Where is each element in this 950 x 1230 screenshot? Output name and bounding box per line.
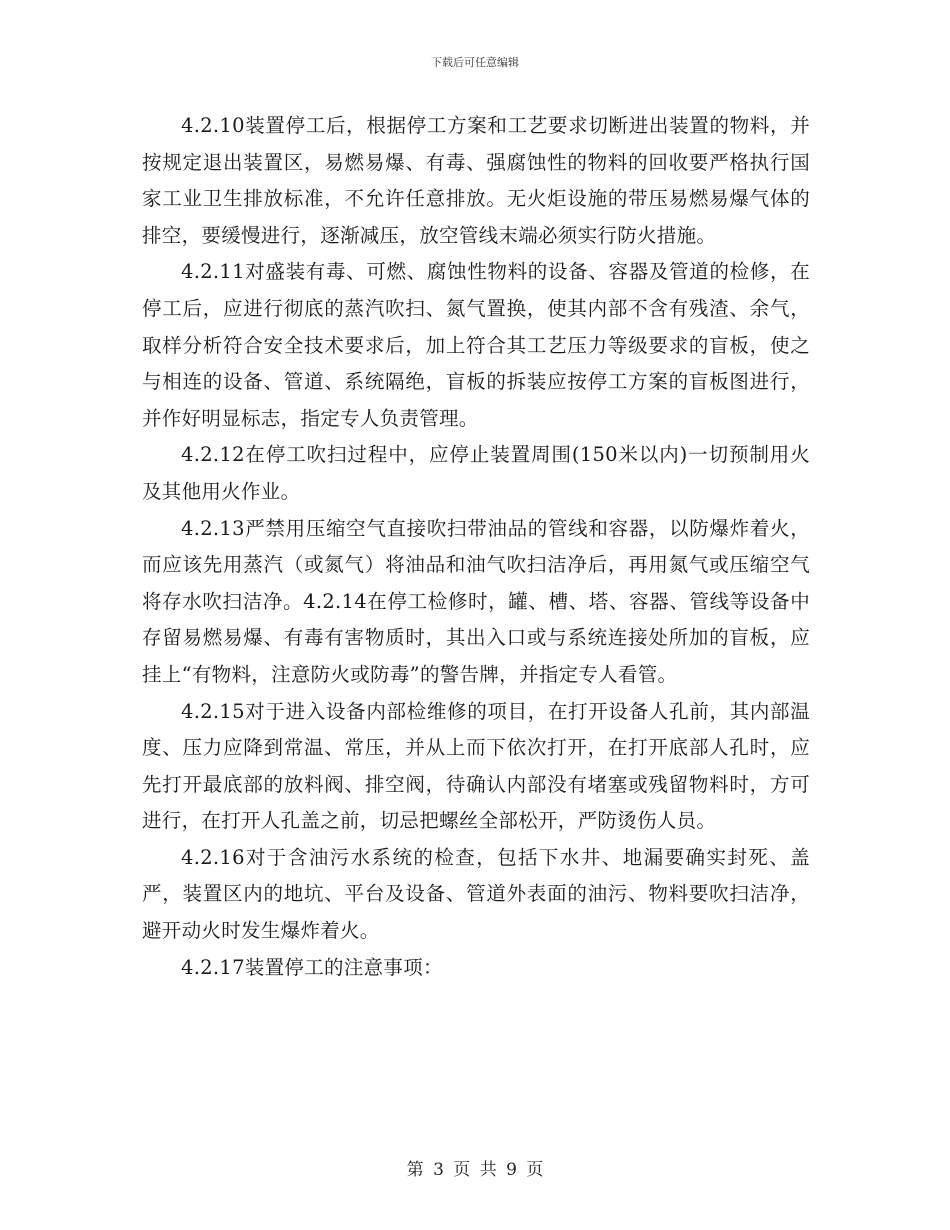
- document-body: [142, 108, 810, 986]
- paragraph-4-2-15: 4.2.15对于进入设备内部检维修的项目，在打开设备人孔前，其内部温度、压力应降到常温、常压，并从上而下依次打开，在打开底部人孔时，应先打开最底部的放料阀、排空阀，待确认内部没有堵塞或残留物料时，方可进行，在打开人孔盖之前，切忌把螺丝全部松开，严防烫伤人员。: [142, 699, 810, 833]
- header-note: 下载后可任意编辑: [431, 56, 519, 69]
- paragraph-4-2-11: 4.2.11对盛装有毒、可燃、腐蚀性物料的设备、容器及管道的检修，在停工后，应进行彻底的蒸汽吹扫、氮气置换，使其内部不含有残渣、余气，取样分析符合安全技术要求后，加上符合其工艺压力等级要求的盲板，使之与相连的设备、管道、系统隔绝，盲板的拆装应按停工方案的盲板图进行，并作好明显标志，指定专人负责管理。: [142, 260, 810, 430]
- paragraph-4-2-13: 4.2.13严禁用压缩空气直接吹扫带油品的管线和容器，以防爆炸着火，而应该先用蒸汽（或氮气）将油品和油气吹扫洁净后，再用氮气或压缩空气将存水吹扫洁净。4.2.14在停工检修时，罐、槽、塔、容器、管线等设备中存留易燃易爆、有毒有害物质时，其出入口或与系统连接处所加的盲板，应挂上“有物料，注意防火或防毒”的警告牌，并指定专人看管。: [142, 516, 810, 686]
- paragraph-4-2-12: 4.2.12在停工吹扫过程中，应停止装置周围(150米以内)一切预制用火及其他用火作业。: [142, 443, 810, 503]
- paragraph-4-2-17: 4.2.17装置停工的注意事项：: [181, 955, 443, 979]
- paragraph-4-2-16: 4.2.16对于含油污水系统的检查，包括下水井、地漏要确实封死、盖严，装置区内的地坑、平台及设备、管道外表面的油污、物料要吹扫洁净，避开动火时发生爆炸着火。: [142, 845, 810, 943]
- paragraph-4-2-10: 4.2.10装置停工后，根据停工方案和工艺要求切断进出装置的物料，并按规定退出装置区，易燃易爆、有毒、强腐蚀性的物料的回收要严格执行国家工业卫生排放标准，不允许任意排放。无火炬设施的带压易燃易爆气体的排空，要缓慢进行，逐渐减压，放空管线末端必须实行防火措施。: [142, 114, 810, 247]
- page-number: 第 3 页 共 9 页: [406, 1160, 544, 1180]
